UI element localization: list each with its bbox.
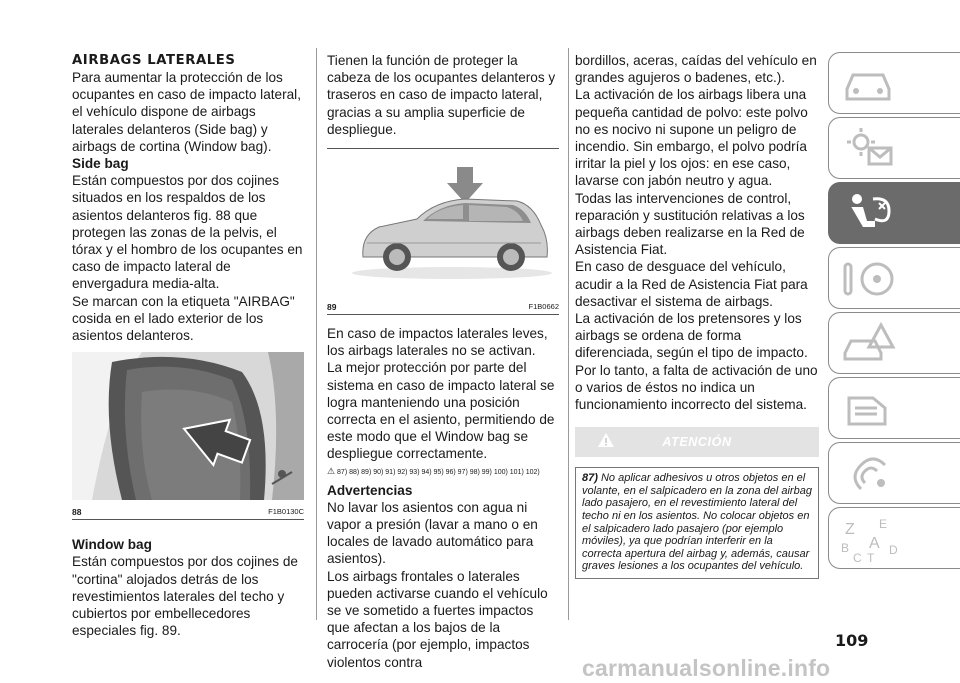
service-paragraph: Todas las intervenciones de control, reparación y sustitución relativas a los airbags deben realizarse en la Red de Asistencia Fiat. [575, 190, 805, 258]
index-letter: D [889, 543, 898, 557]
index-letter: C [853, 551, 862, 562]
index-letter: E [879, 517, 888, 531]
figure-89-caption [327, 300, 559, 314]
maintenance-icon [839, 384, 899, 432]
tab-safety[interactable] [828, 182, 960, 244]
page-number: 109 [835, 631, 869, 650]
tab-starting-driving[interactable] [828, 247, 960, 309]
pretensioner-paragraph: La activación de los pretensores y los airbags se ordena de forma diferenciada, según el tipo de impacto. Por lo tanto, a falta de activación de uno o varios de éstos no indica un funcionamiento incorrecto del sistema. [575, 311, 818, 413]
figure-88-caption [72, 505, 304, 519]
warning-number: 87) [582, 472, 598, 485]
warning-triangle-icon: ⚠ [327, 465, 336, 476]
column-divider-1 [316, 48, 317, 620]
warning-box [575, 467, 819, 579]
column-3 [575, 52, 819, 579]
index-letter: B [841, 541, 850, 555]
activation-paragraph: Los airbags frontales o laterales pueden activarse cuando el vehículo se ve sometido a fuertes impactos que afectan a los bajos de la carrocería (por ejemplo, impactos violentos contra [327, 568, 548, 670]
continuation-paragraph: bordillos, aceras, caídas del vehículo en grandes agujeros o badenes, etc.). [575, 53, 817, 86]
figure-number: 89 [327, 302, 337, 313]
warning-title: ATENCIÓN [662, 435, 732, 450]
watermark: carmanualsonline.info [582, 655, 831, 681]
column-2 [327, 52, 559, 671]
index-letter: A [869, 535, 880, 552]
car-side-illustration [327, 149, 559, 295]
index-icon [839, 514, 911, 562]
section-title: AIRBAGS LATERALES [72, 53, 236, 68]
side-bag-paragraph: Están compuestos por dos cojines situados en los respaldos de los asientos delanteros fig. 88 que protegen las zonas de la pelvis, el tórax y el hombro de los ocupantes en caso de impacto lateral de envergadura media-alta. [72, 173, 303, 292]
figure-88 [72, 352, 304, 520]
window-bag-paragraph: Están compuestos por dos cojines de "cortina" alojados detrás de los revestimientos laterales del techo y cubiertos por embellecedores especiales fig. 89. [72, 554, 298, 639]
scrapping-paragraph: En caso de desguace del vehículo, acudir a la Red de Asistencia Fiat para desactivar el sistema de airbags. [575, 259, 808, 309]
side-bag-heading: Side bag [72, 156, 129, 172]
reference-list: 87) 88) 89) 90) 91) 92) 93) 94) 95) 96) 97) 98) 99) 100) 101) 102) [337, 468, 540, 476]
intro-paragraph: Para aumentar la protección de los ocupantes en caso de impacto lateral, el vehículo dispone de airbags laterales delanteros (Side bag) y airbags de cortina (Window bag). [72, 70, 301, 154]
tab-index[interactable] [828, 507, 960, 569]
index-letter: T [867, 551, 875, 562]
column-1 [72, 52, 304, 639]
dashboard-car-icon [839, 59, 899, 107]
tab-dashboard[interactable] [828, 52, 960, 114]
figure-89 [327, 148, 559, 315]
figure-code: F1B0662 [528, 302, 559, 312]
warning-lights-icon [839, 124, 899, 172]
tab-multimedia[interactable] [828, 442, 960, 504]
best-protection-paragraph: La mejor protección por parte del sistema en caso de impacto lateral se logra manteniendo una posición correcta en el asiento, permitiendo de este modo que el Window bag se despliegue correctamente. [327, 360, 555, 462]
window-bag-function-paragraph: Tienen la función de proteger la cabeza de los ocupantes delanteros y traseros en caso de impacto lateral, gracias a su amplia superficie de despliegue. [327, 53, 556, 137]
light-impact-paragraph: En caso de impactos laterales leves, los airbags laterales no se activan. [327, 326, 548, 359]
key-steering-icon [839, 254, 899, 302]
figure-number: 88 [72, 507, 82, 518]
tab-maintenance[interactable] [828, 377, 960, 439]
warning-references [327, 465, 559, 479]
warnings-heading: Advertencias [327, 482, 413, 498]
tab-emergency[interactable] [828, 312, 960, 374]
label-paragraph: Se marcan con la etiqueta "AIRBAG" cosida en el lado exterior de los asientos delanteros. [72, 293, 295, 344]
multimedia-icon [839, 449, 899, 497]
washing-paragraph: No lavar los asientos con agua ni vapor a presión (lavar a mano o en locales de lavado automático para asientos). [327, 499, 538, 567]
tab-warning-lights[interactable] [828, 117, 960, 179]
window-bag-heading: Window bag [72, 537, 152, 553]
index-letter: Z [845, 521, 855, 538]
warning-text: No aplicar adhesivos u otros objetos en el volante, en el salpicadero en la zona del airbag lado pasajero, en el revestimiento lateral del techo ni en los asientos. No colocar objetos en el salpicadero lado pasajero (por ejemplo móviles), ya que podrían interferir en la correcta apertura del airbag y, además, causar graves lesiones a los ocupantes del vehículo. [582, 472, 812, 573]
seat-airbag-photo [72, 352, 304, 500]
seat-airbag-icon [839, 189, 899, 237]
figure-code: F1B0130C [268, 507, 304, 517]
powder-paragraph: La activación de los airbags libera una pequeña cantidad de polvo: este polvo no es nocivo ni supone un peligro de incendio. Sin embargo, el polvo podría irritar la piel y los ojos: en ese caso, lavarse con jabón neutro y agua. [575, 87, 808, 189]
column-divider-2 [568, 48, 569, 620]
warning-header [575, 427, 819, 457]
emergency-icon [839, 319, 899, 367]
